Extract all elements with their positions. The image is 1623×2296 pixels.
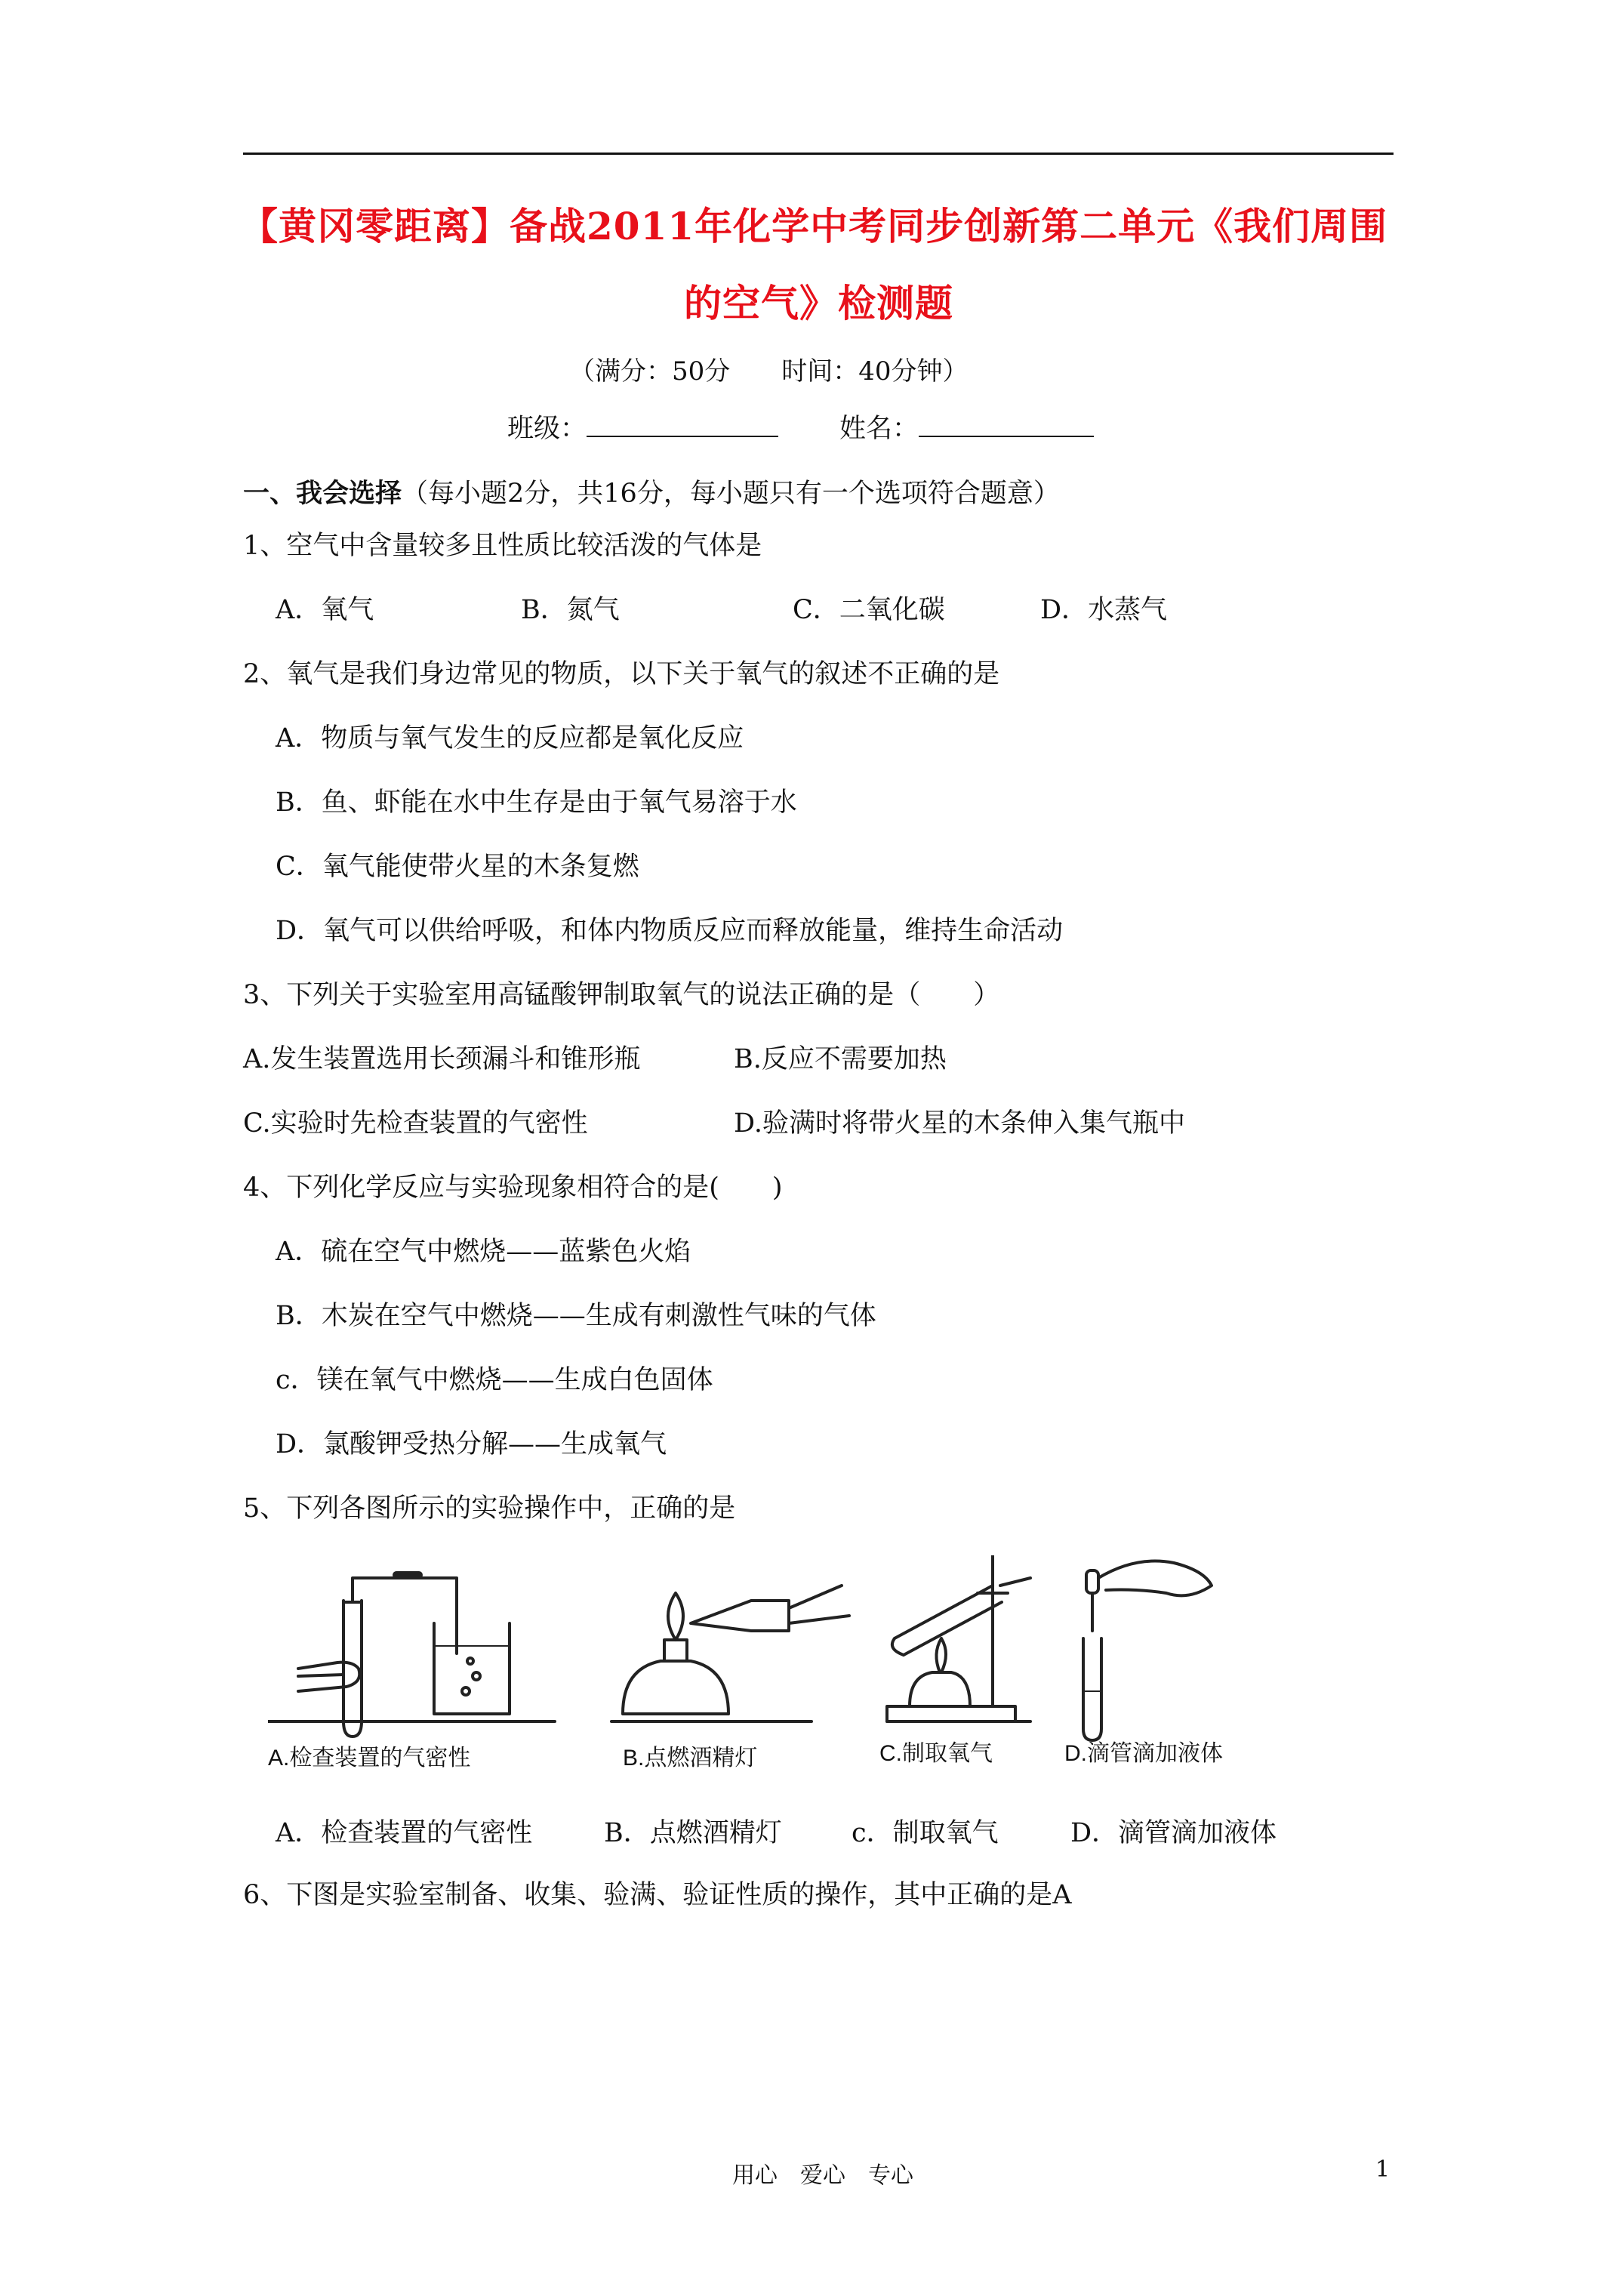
q1-stem: 1、空气中含量较多且性质比较活泼的气体是 bbox=[243, 531, 762, 561]
q5-option-b: B．点燃酒精灯 bbox=[604, 1818, 782, 1848]
figure-a-airtightness-check bbox=[268, 1575, 555, 1737]
q1-option-d: D．水蒸气 bbox=[1040, 595, 1168, 625]
section-title: 一、我会选择 bbox=[243, 478, 402, 509]
q4-stem: 4、下列化学反应与实验现象相符合的是( ) bbox=[243, 1173, 783, 1203]
q3-option-a: A.发生装置选用长颈漏斗和锥形瓶 bbox=[243, 1044, 641, 1074]
lab-figure-svg bbox=[268, 1555, 1264, 1782]
page-title-line2: 的空气》检测题 bbox=[684, 281, 953, 325]
class-field bbox=[507, 408, 778, 445]
header-rule bbox=[243, 153, 1394, 155]
footer-motto: 用心 爱心 专心 bbox=[732, 2162, 913, 2189]
q2-option-d: D．氧气可以供给呼吸，和体内物质反应而释放能量，维持生命活动 bbox=[276, 916, 1064, 946]
figure-b-lighting-lamp bbox=[611, 1586, 849, 1721]
fig-label-d: D.滴管滴加液体 bbox=[1064, 1741, 1223, 1766]
q6-stem: 6、下图是实验室制备、收集、验满、验证性质的操作，其中正确的是A bbox=[243, 1880, 1072, 1910]
page-number: 1 bbox=[1375, 2156, 1390, 2183]
q5-option-c: c．制取氧气 bbox=[852, 1818, 999, 1848]
section-heading bbox=[243, 473, 1060, 510]
q3-option-c: C.实验时先检查装置的气密性 bbox=[243, 1108, 588, 1139]
q5-stem: 5、下列各图所示的实验操作中，正确的是 bbox=[243, 1493, 736, 1524]
fig-label-a: A.检查装置的气密性 bbox=[268, 1746, 471, 1771]
name-field bbox=[839, 408, 1094, 445]
q2-option-a: A．物质与氧气发生的反应都是氧化反应 bbox=[276, 723, 744, 754]
class-blank[interactable] bbox=[587, 408, 778, 437]
q3-option-b: B.反应不需要加热 bbox=[734, 1044, 947, 1074]
q2-option-b: B．鱼、虾能在水中生存是由于氧气易溶于水 bbox=[276, 787, 797, 818]
q4-option-d: D．氯酸钾受热分解——生成氧气 bbox=[276, 1429, 667, 1459]
q3-option-d: D.验满时将带火星的木条伸入集气瓶中 bbox=[734, 1108, 1185, 1139]
name-blank[interactable] bbox=[919, 408, 1094, 437]
fig-label-b: B.点燃酒精灯 bbox=[623, 1746, 758, 1771]
class-label: 班级： bbox=[507, 414, 587, 444]
page-title-line1: 【黄冈零距离】备战2011年化学中考同步创新第二单元《我们周围 bbox=[240, 204, 1388, 248]
fig-label-c: C.制取氧气 bbox=[879, 1741, 993, 1766]
q3-stem: 3、下列关于实验室用高锰酸钾制取氧气的说法正确的是（ ） bbox=[243, 980, 1000, 1010]
q2-option-c: C．氧气能使带火星的木条复燃 bbox=[276, 852, 639, 882]
q4-option-a: A．硫在空气中燃烧——蓝紫色火焰 bbox=[276, 1237, 691, 1267]
name-label: 姓名： bbox=[839, 414, 919, 444]
q2-stem: 2、氧气是我们身边常见的物质，以下关于氧气的叙述不正确的是 bbox=[243, 659, 1000, 689]
q5-option-d: D．滴管滴加液体 bbox=[1070, 1818, 1277, 1848]
q4-option-c: c．镁在氧气中燃烧——生成白色固体 bbox=[276, 1365, 713, 1395]
lab-operations-figure bbox=[268, 1555, 1264, 1782]
section-note: （每小题2分，共16分，每小题只有一个选项符合题意） bbox=[402, 479, 1060, 509]
score-time-info: （满分：50分 时间：40分钟） bbox=[569, 356, 969, 387]
figure-c-oxygen-preparation bbox=[887, 1555, 1030, 1721]
figure-d-dropper bbox=[1083, 1561, 1212, 1741]
q4-option-b: B．木炭在空气中燃烧——生成有刺激性气味的气体 bbox=[276, 1301, 876, 1331]
q5-option-a: A．检查装置的气密性 bbox=[276, 1818, 533, 1848]
q1-option-c: C．二氧化碳 bbox=[793, 595, 945, 625]
q1-option-b: B．氮气 bbox=[521, 595, 620, 625]
q1-option-a: A．氧气 bbox=[276, 595, 374, 625]
